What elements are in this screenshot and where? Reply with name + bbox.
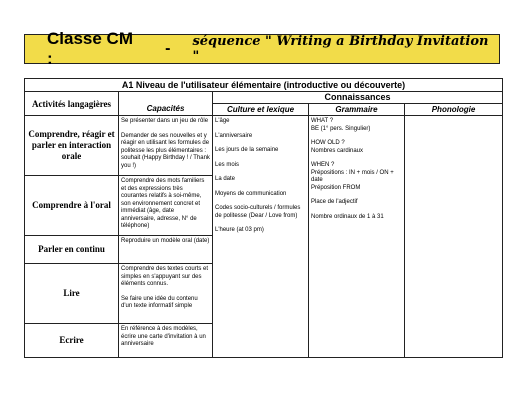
grammar-item: Nombre ordinaux de 1 à 31 — [311, 213, 384, 220]
culture-item: L'heure (at 03 pm) — [215, 227, 264, 233]
grammar-item: HOW OLD ? Nombres cardinaux — [311, 140, 364, 154]
grammar-item: Place de l'adjectif — [311, 199, 358, 205]
capacities-interaction — [119, 116, 213, 176]
culture-item: La date — [215, 176, 236, 182]
capacities-reading — [119, 264, 213, 324]
capacity-text: Demander de ses nouvelles et y réagir en utilisant les formules de politesse les plus élémentaires : souhait (Happy Birthday ! / Thank you !) — [121, 132, 210, 169]
header-capacities: Capacités — [119, 92, 213, 116]
capacities-speaking — [119, 236, 213, 264]
culture-lexicon-cell — [213, 116, 309, 358]
culture-item: Moyens de communication — [215, 190, 287, 197]
culture-item: Les jours de la semaine — [215, 147, 279, 153]
culture-item: L'âge — [215, 118, 230, 124]
class-label: Classe CM : — [47, 29, 133, 68]
header-grammar: Grammaire — [309, 104, 405, 116]
sequence-title: séquence " Writing a Birthday Invitation " — [192, 34, 489, 64]
capacity-text: Comprendre des textes courts et simples en s'appuyant sur des éléments connus. — [121, 266, 209, 287]
culture-item: L'anniversaire — [215, 132, 253, 139]
capacities-writing — [119, 324, 213, 358]
capacity-text: Reproduire un modèle oral (date) — [121, 238, 210, 244]
grammar-item: WHAT ? BE (1° pers. Singulier) — [311, 118, 371, 132]
grammar-item: WHEN ? Prépositions : IN + mois / ON + date Préposition FROM — [311, 162, 394, 191]
banner-dash: - — [165, 40, 171, 57]
activity-speaking: Parler en continu — [25, 236, 119, 264]
capacity-text: Se faire une idée du contenu d'un texte informatif simple — [121, 295, 198, 309]
activity-writing: Ecrire — [25, 324, 119, 358]
culture-item: Codes socio-culturels / formules de politesse (Dear / Love from) — [215, 205, 301, 219]
level-title: A1 Niveau de l'utilisateur élémentaire (introductive ou découverte) — [25, 79, 503, 92]
title-banner — [24, 29, 500, 68]
capacity-text: Comprendre des mots familiers et des expressions très courantes relatifs à soi-même, son environnement concret et immédiat (âge, date anniversaire, adresse, N° de téléphone) — [121, 178, 205, 229]
capacity-text: Se présenter dans un jeu de rôle — [121, 118, 209, 124]
header-phonology: Phonologie — [405, 104, 503, 116]
capacities-oral-comprehension — [119, 176, 213, 236]
curriculum-table — [24, 78, 503, 358]
activity-oral-comprehension: Comprendre à l'oral — [25, 176, 119, 236]
header-culture: Culture et lexique — [213, 104, 309, 116]
grammar-cell — [309, 116, 405, 358]
activity-interaction: Comprendre, réagir et parler en interaction orale — [25, 116, 119, 176]
phonology-cell — [405, 116, 503, 358]
capacity-text: En référence à des modèles, écrire une carte d'invitation à un anniversaire — [121, 326, 206, 347]
header-knowledge: Connaissances — [213, 92, 503, 104]
curriculum-table-wrapper — [24, 78, 502, 378]
header-activities: Activités langagières — [25, 92, 119, 116]
activity-reading: Lire — [25, 264, 119, 324]
culture-item: Les mois — [215, 161, 240, 168]
